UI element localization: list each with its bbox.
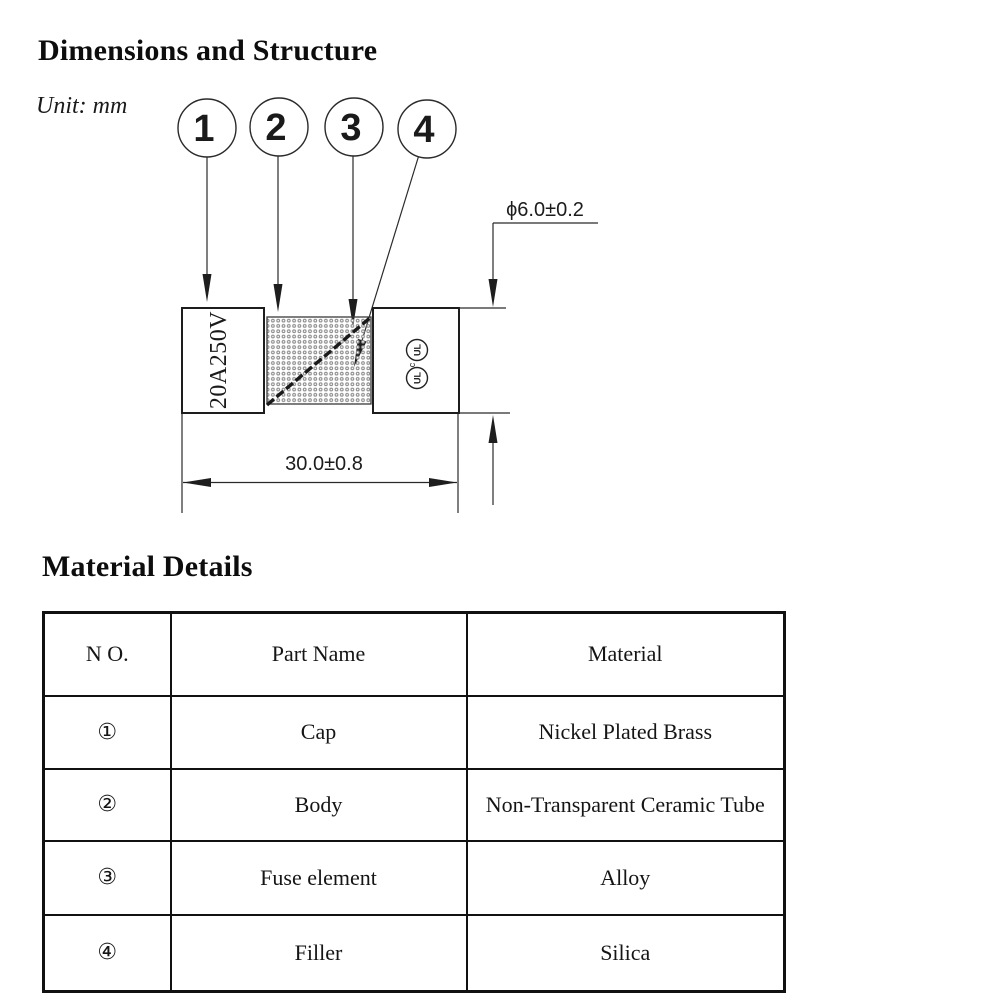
row2-no: ② <box>44 769 171 841</box>
cul-prefix-text: c <box>407 362 417 368</box>
leader-line-3 <box>349 156 358 327</box>
row4-no: ④ <box>44 915 171 992</box>
callout-3-number: 3 <box>340 107 362 149</box>
length-dimension-text: 30.0±0.8 <box>285 453 363 475</box>
table-row <box>44 696 785 769</box>
table-header-row <box>44 613 785 696</box>
row4-material: Silica <box>467 915 785 992</box>
row1-material: Nickel Plated Brass <box>467 696 785 769</box>
diameter-dimension-text: ϕ6.0±0.2 <box>506 199 584 221</box>
callout-2 <box>250 98 308 156</box>
row3-part-name: Fuse element <box>171 841 467 915</box>
table-row <box>44 841 785 915</box>
length-dimension <box>182 414 458 513</box>
cul-mark-text: UL <box>412 344 423 356</box>
header-part-name: Part Name <box>171 613 467 696</box>
row3-material: Alloy <box>467 841 785 915</box>
callout-3 <box>325 98 383 156</box>
header-material: Material <box>467 613 785 696</box>
fuse-dimension-diagram <box>0 0 700 540</box>
callout-1-number: 1 <box>193 108 215 150</box>
ul-mark-text: UL <box>412 372 423 384</box>
callout-2-number: 2 <box>265 107 287 149</box>
leader-line-2 <box>274 156 283 312</box>
callout-4 <box>398 100 456 158</box>
unit-label: Unit: mm <box>36 93 128 119</box>
diameter-dimension <box>459 199 598 505</box>
callout-1 <box>178 99 236 157</box>
header-no: N O. <box>44 613 171 696</box>
row4-part-name: Filler <box>171 915 467 992</box>
row2-material: Non-Transparent Ceramic Tube <box>467 769 785 841</box>
table-row <box>44 915 785 992</box>
cap-rating-marking: 20A250V <box>206 310 232 410</box>
dimensions-section-title: Dimensions and Structure <box>38 34 378 67</box>
row2-part-name: Body <box>171 769 467 841</box>
table-row <box>44 769 785 841</box>
material-section-title: Material Details <box>42 550 253 583</box>
materials-table <box>42 611 786 993</box>
row1-no: ① <box>44 696 171 769</box>
leader-line-1 <box>203 157 212 302</box>
row1-part-name: Cap <box>171 696 467 769</box>
row3-no: ③ <box>44 841 171 915</box>
callout-4-number: 4 <box>413 109 435 151</box>
